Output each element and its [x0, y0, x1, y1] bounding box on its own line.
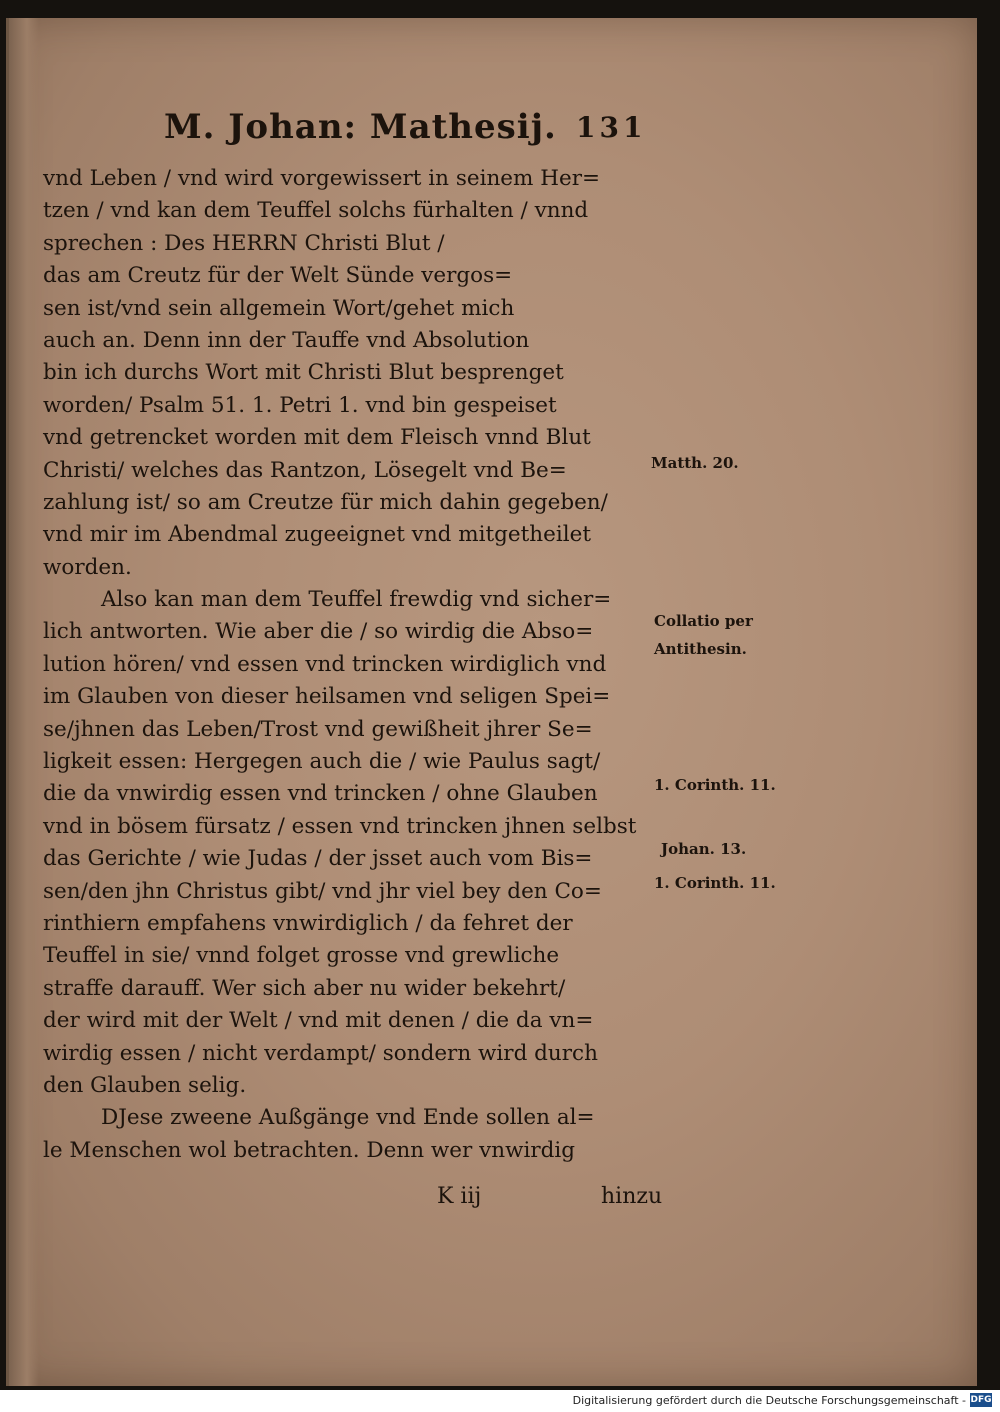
text-line: rinthiern empfahens vnwirdiglich / da fehret der: [43, 910, 573, 936]
text-line: vnd Leben / vnd wird vorgewissert in seinem Her=: [43, 166, 601, 191]
text-line: sprechen : Des HERRN Christi Blut /: [43, 230, 445, 256]
text-line: sen ist/vnd sein allgemein Wort/gehet mich: [43, 295, 515, 321]
marginal-note: Johan. 13.: [661, 840, 747, 858]
text-line: vnd mir im Abendmal zugeeignet vnd mitgetheilet: [43, 522, 591, 548]
text-line: sen/den jhn Christus gibt/ vnd jhr viel bey den Co=: [43, 878, 602, 904]
marginal-note: 1. Corinth. 11.: [654, 776, 776, 794]
book-page: [6, 18, 977, 1386]
text-line: das Gerichte / wie Judas / der jsset auch vom Bis=: [43, 846, 593, 872]
text-line: lution hören/ vnd essen vnd trincken wirdiglich vnd: [43, 651, 607, 677]
text-line: vnd in bösem fürsatz / essen vnd trincken jhnen selbst: [43, 813, 637, 839]
dfg-logo-icon: DFG: [970, 1395, 992, 1405]
marginal-note: 1. Corinth. 11.: [654, 874, 776, 892]
text-line: tzen / vnd kan dem Teuffel solchs fürhalten / vnnd: [43, 198, 589, 224]
marginal-note: Matth. 20.: [651, 454, 739, 472]
marginal-note: Antithesin.: [654, 640, 747, 658]
text-line: DJese zweene Außgänge vnd Ende sollen al=: [101, 1105, 595, 1131]
text-line: lich antworten. Wie aber die / so wirdig die Abso=: [43, 619, 594, 645]
page-number: 131: [576, 111, 647, 144]
text-line: worden.: [43, 554, 132, 580]
running-header-title: M. Johan: Mathesij.: [164, 107, 557, 147]
text-line: vnd getrencket worden mit dem Fleisch vnnd Blut: [43, 425, 591, 451]
text-line: le Menschen wol betrachten. Denn wer vnwirdig: [43, 1137, 576, 1163]
text-line: ligkeit essen: Hergegen auch die / wie Paulus sagt/: [43, 749, 601, 775]
text-line: den Glauben selig.: [43, 1072, 247, 1098]
funding-notice: Digitalisierung gefördert durch die Deutsche Forschungsgemeinschaft -: [572, 1394, 966, 1407]
body-text: [43, 163, 643, 1167]
marginal-note: Collatio per: [654, 612, 753, 630]
text-line: se/jhnen das Leben/Trost vnd gewißheit jhrer Se=: [43, 716, 593, 742]
text-line: wirdig essen / nicht verdampt/ sondern wird durch: [43, 1040, 598, 1066]
text-line: straffe darauff. Wer sich aber nu wider bekehrt/: [43, 975, 566, 1001]
text-line: worden/ Psalm 51. 1. Petri 1. vnd bin gespeiset: [43, 392, 557, 418]
text-line: zahlung ist/ so am Creutze für mich dahin gegeben/: [43, 489, 608, 515]
text-line: die da vnwirdig essen vnd trincken / ohne Glauben: [43, 781, 598, 807]
text-line: der wird mit der Welt / vnd mit denen / die da vn=: [43, 1008, 594, 1034]
footer-bar: [0, 1390, 1000, 1412]
signature-mark: K iij: [437, 1184, 482, 1209]
text-line: Teuffel in sie/ vnnd folget grosse vnd grewliche: [43, 943, 560, 969]
text-line: Christi/ welches das Rantzon, Lösegelt vnd Be=: [43, 457, 567, 483]
text-line: bin ich durchs Wort mit Christi Blut besprenget: [43, 360, 564, 386]
text-line: Also kan man dem Teuffel frewdig vnd sicher=: [101, 587, 612, 613]
text-line: im Glauben von dieser heilsamen vnd seligen Spei=: [43, 684, 611, 710]
text-line: das am Creutz für der Welt Sünde vergos=: [43, 263, 513, 289]
text-line: auch an. Denn inn der Tauffe vnd Absolution: [43, 327, 530, 353]
page-gutter: [9, 18, 39, 1386]
catchword: hinzu: [601, 1184, 663, 1209]
